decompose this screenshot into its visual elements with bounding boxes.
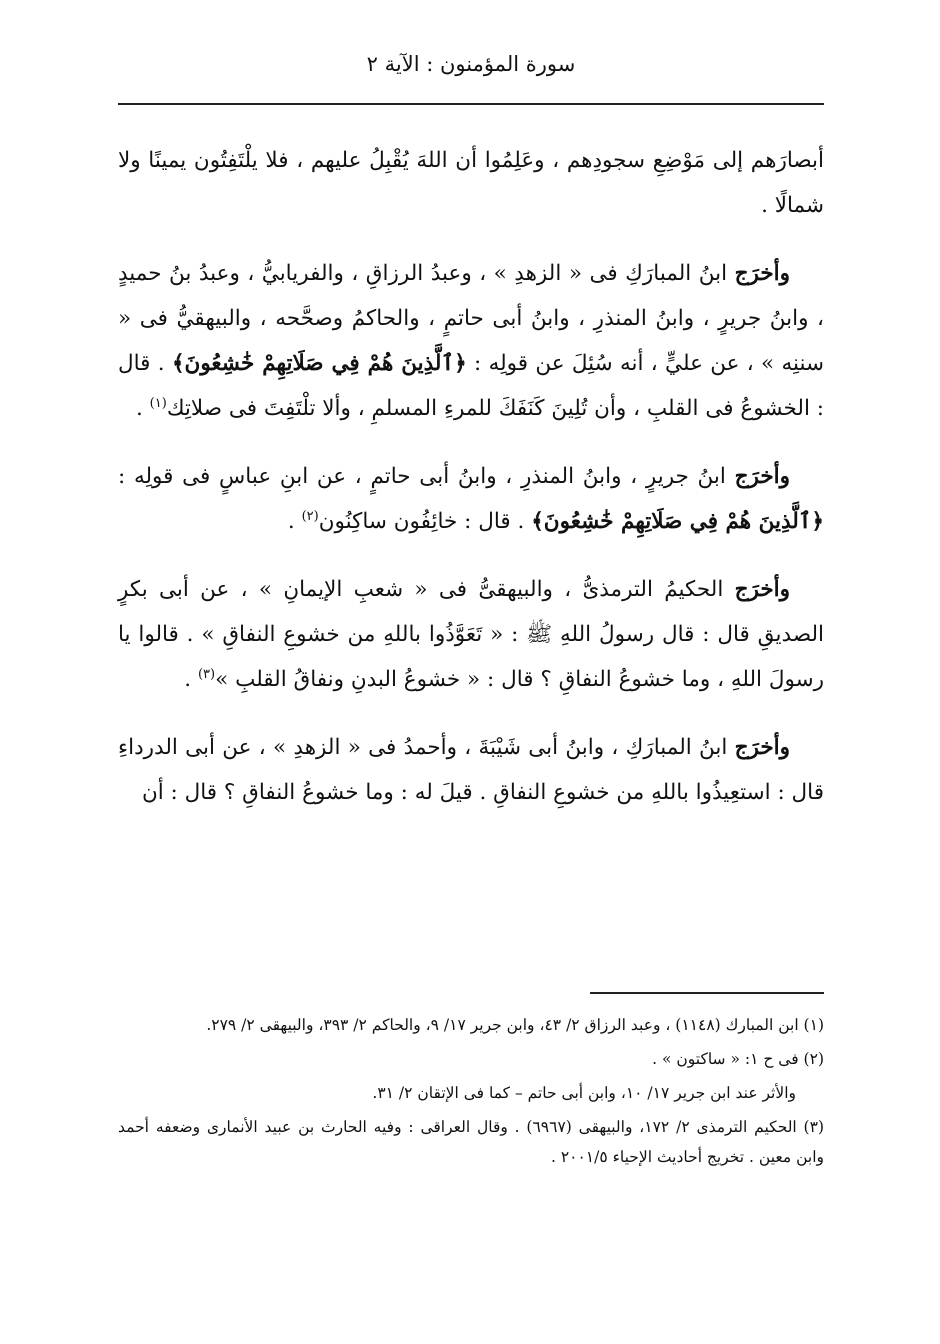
quran-verse: ﴿ٱلَّذِينَ هُمْ فِي صَلَاتِهِمْ خَٰشِعُونَ﴾ (171, 351, 467, 376)
paragraph-lead: وأخرَج (734, 261, 790, 286)
page-header (118, 52, 824, 76)
paragraph-lead: وأخرَج (734, 735, 790, 760)
footnote-reference[interactable]: (٣) (197, 666, 216, 682)
paragraph (118, 454, 824, 544)
quran-verse: ﴿ٱلَّذِينَ هُمْ فِي صَلَاتِهِمْ خَٰشِعُونَ﴾ (531, 509, 824, 534)
paragraph-text-after: . قال : خائِفُون ساكِنُون (318, 509, 525, 534)
paragraph (118, 567, 824, 702)
paragraph-text: ابنُ المبارَكِ ، وابنُ أبى شَيْبَةَ ، وأحمدُ فى « الزهدِ » ، عن أبى الدرداءِ قال : استعِيذُوا باللهِ من خشوعِ النفاقِ . قيلَ له : وما خشوعُ النفاقِ ؟ قال : أن (118, 735, 824, 805)
footnote-3: (٣) الحكيم الترمذى ٢/ ١٧٢، والبيهقى (٦٩٦٧) . وقال العراقى : وفيه الحارث بن عبيد الأنمارى وضعفه أحمد وابن معين . تخريج أحاديث الإحياء ٢٠٠١/٥ . (118, 1118, 824, 1166)
paragraph-lead: وأخرَج (734, 577, 790, 602)
paragraph-text: ابنُ المبارَكِ فى « الزهدِ » ، وعبدُ الرزاقِ ، والفريابيُّ ، وعبدُ بنُ حميدٍ ، وابنُ جريرٍ ، وابنُ المنذرِ ، وابنُ أبى حاتمٍ ، والحاكمُ وصحَّحه ، والبيهقيُّ فى « سننِه » ، عن عليٍّ ، أنه سُئِلَ عن قولِه : (118, 261, 825, 376)
main-text (118, 138, 824, 838)
paragraph-text-after: . قال : الخشوعُ فى القلبِ ، وأن تُلِينَ كَنَفَكَ للمرءِ المسلمِ ، وألا تلْتَفِتَ فى صلاتِك (118, 351, 824, 421)
paragraph-lead: وأخرَج (734, 464, 790, 489)
paragraph-end: . (135, 396, 143, 421)
footnote-rule (590, 992, 824, 994)
paragraph-text: أبصارَهم إلى مَوْضِعِ سجودِهم ، وعَلِمُوا أن اللهَ يُقْبِلُ عليهم ، فلا يلْتَفِتُون يمينًا ولا شمالًا . (118, 148, 824, 218)
paragraph (118, 138, 824, 228)
footnote-2: (٢) فى ح ١: « ساكتون » . (652, 1050, 824, 1068)
paragraph (118, 725, 824, 815)
footnotes (118, 1010, 824, 1176)
paragraph (118, 251, 824, 431)
footnote-1: (١) ابن المبارك (١١٤٨) ، وعبد الرزاق ٢/ ٤٣، وابن جرير ١٧/ ٩، والحاكم ٢/ ٣٩٣، والبيهقى ٢/ ٢٧٩. (206, 1016, 824, 1034)
paragraph-end: . (184, 667, 192, 692)
footnote-reference[interactable]: (١) (149, 395, 167, 411)
footnote-2-note: والأثر عند ابن جرير ١٧/ ١٠، وابن أبى حاتم – كما فى الإتقان ٢/ ٣١. (372, 1084, 796, 1102)
footnote-reference[interactable]: (٢) (301, 508, 319, 524)
paragraph-text: الحكيمُ الترمذىُّ ، والبيهقىُّ فى « شعبِ الإيمانِ » ، عن أبى بكرٍ الصديقِ قال : قال رسولُ اللهِ ﷺ : « تَعَوَّذُوا باللهِ من خشوعِ النفاقِ » . قالوا يا رسولَ اللهِ ، وما خشوعُ النفاقِ ؟ قال : « خشوعُ البدنِ ونفاقُ القلبِ » (118, 577, 824, 692)
paragraph-end: . (287, 509, 295, 534)
paragraph-text: ابنُ جريرٍ ، وابنُ المنذرِ ، وابنُ أبى حاتمٍ ، عن ابنِ عباسٍ فى قولِه : (118, 464, 726, 489)
surah-title: سورة المؤمنون : الآية ٢ (366, 52, 576, 76)
header-rule (118, 103, 824, 105)
